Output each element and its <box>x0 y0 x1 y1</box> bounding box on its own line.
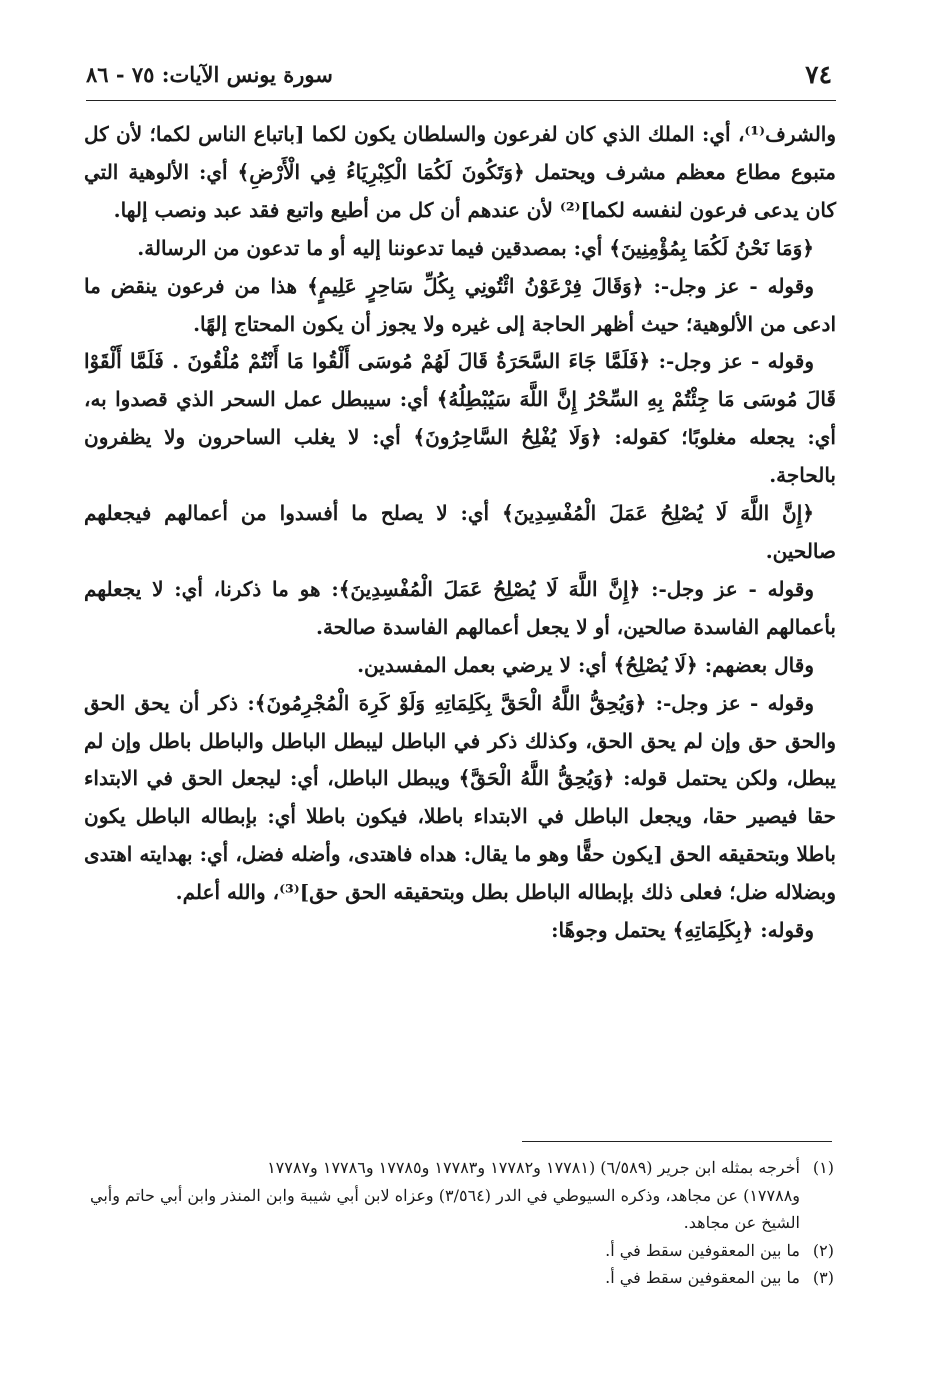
footnote-divider <box>522 1141 832 1142</box>
footnote-2-number: (٢) <box>812 1240 834 1260</box>
footnote-1-number: (١) <box>812 1158 834 1177</box>
running-title: سورة يونس الآيات: ٧٥ - ٨٦ <box>86 62 333 87</box>
footnote-1 <box>90 1154 834 1182</box>
page-number: ٧٤ <box>805 60 832 89</box>
footnote-2 <box>90 1237 834 1265</box>
paragraph-3: وقوله - عز وجل-: ﴿وَقَالَ فِرْعَوْنُ ائْتُونِي بِكُلِّ سَاحِرٍ عَلِيمٍ﴾ هذا من فرعون ينقض ما ادعى من الألوهية؛ حيث أظهر الحاجة إلى غيره ولا يجوز أن يكون المحتاج إلهًا. <box>84 273 836 336</box>
footnote-3 <box>90 1264 834 1292</box>
paragraph-6: وقوله - عز وجل-: ﴿إِنَّ اللَّهَ لَا يُصْلِحُ عَمَلَ الْمُفْسِدِينَ﴾: هو ما ذكرنا، أي: لا يجعلهم بأعمالهم الفاسدة صالحين، أو لا يجعل أعمالهم الفاسدة صالحة. <box>84 576 836 639</box>
footnote-1-line1: أخرجه بمثله ابن جرير (٦/٥٨٩) (١٧٧٨١ و١٧٧٨٢ و١٧٧٨٣ و١٧٧٨٥ و١٧٧٨٦ و١٧٧٨٧ <box>267 1158 800 1177</box>
footnotes <box>90 1154 834 1292</box>
paragraph-9: وقوله: ﴿بِكَلِمَاتِهِ﴾ يحتمل وجوهًا: <box>551 918 814 943</box>
paragraph-2: ﴿وَمَا نَحْنُ لَكُمَا بِمُؤْمِنِينَ﴾ أي: بمصدقين فيما تدعوننا إليه أو ما تدعون من الرسالة. <box>137 235 814 260</box>
footnote-3-number: (٣) <box>812 1268 834 1287</box>
paragraph-8: وقوله - عز وجل-: ﴿وَيُحِقُّ اللَّهُ الْحَقَّ بِكَلِمَاتِهِ وَلَوْ كَرِهَ الْمُجْرِمُونَ﴾: ذكر أن يحق الحق والحق حق وإن لم يحق الحق، وكذلك ذكر في الباطل ليبطل الباطل والباطل باطل وإن لم يبطل، ولكن يحتمل قوله: ﴿وَيُحِقُّ اللَّهُ الْحَقَّ﴾ ويبطل الباطل، أي: ليجعل الحق في الابتداء حقا فيصير حقا، ويجعل الباطل في الابتداء باطلا، فيكون باطلا أي: بإبطاله الباطل يكون باطلا وبتحقيقه الحق [يكون حقًّا وهو ما يقال: هداه فاهتدى، وأضله فضل، أي: بهدايته اهتدى وبضلاله ضل؛ فعلى ذلك بإبطاله الباطل بطل وبتحقيقه الحق حق]⁽³⁾، والله أعلم. <box>84 690 836 905</box>
paragraph-5: ﴿إِنَّ اللَّهَ لَا يُصْلِحُ عَمَلَ الْمُفْسِدِينَ﴾ أي: لا يصلح ما أفسدوا من أعمالهم فيجعلهم صالحين. <box>84 501 836 563</box>
page-header <box>86 60 832 98</box>
header-divider <box>86 100 836 101</box>
main-text <box>84 116 836 950</box>
paragraph-4: وقوله - عز وجل-: ﴿فَلَمَّا جَاءَ السَّحَرَةُ قَالَ لَهُمْ مُوسَى أَلْقُوا مَا أَنْتُمْ مُلْقُونَ . فَلَمَّا أَلْقَوْا قَالَ مُوسَى مَا جِئْتُمْ بِهِ السِّحْرُ إِنَّ اللَّهَ سَيُبْطِلُهُ﴾ أي: سيبطل عمل السحر الذي قصدوا به، أي: يجعله مغلوبًا؛ كقوله: ﴿وَلَا يُفْلِحُ السَّاحِرُونَ﴾ أي: لا يغلب الساحرون ولا يظفرون بالحاجة. <box>84 349 836 488</box>
paragraph-7: وقال بعضهم: ﴿لَا يُصْلِحُ﴾ أي: لا يرضي بعمل المفسدين. <box>357 652 814 677</box>
footnote-1-continuation: و١٧٧٨٨) عن مجاهد، وذكره السيوطي في الدر (٣/٥٦٤) وعزاه لابن أبي شيبة وابن المنذر وابن أبي حاتم وأبي الشيخ عن مجاهد. <box>90 1185 801 1232</box>
footnote-3-text: ما بين المعقوفين سقط في أ. <box>605 1268 800 1287</box>
paragraph-1: والشرف⁽¹⁾، أي: الملك الذي كان لفرعون والسلطان يكون لكما [باتباع الناس لكما؛ لأن كل متبوع مطاع معظم مشرف ويحتمل ﴿وَتَكُونَ لَكُمَا الْكِبْرِيَاءُ فِي الْأَرْضِ﴾ أي: الألوهية التي كان يدعى فرعون لنفسه لكما]⁽²⁾ لأن عندهم أن كل من أطيع واتبع فقد عبد ونصب إلها. <box>84 122 836 222</box>
footnote-2-text: ما بين المعقوفين سقط في أ. <box>605 1240 800 1260</box>
